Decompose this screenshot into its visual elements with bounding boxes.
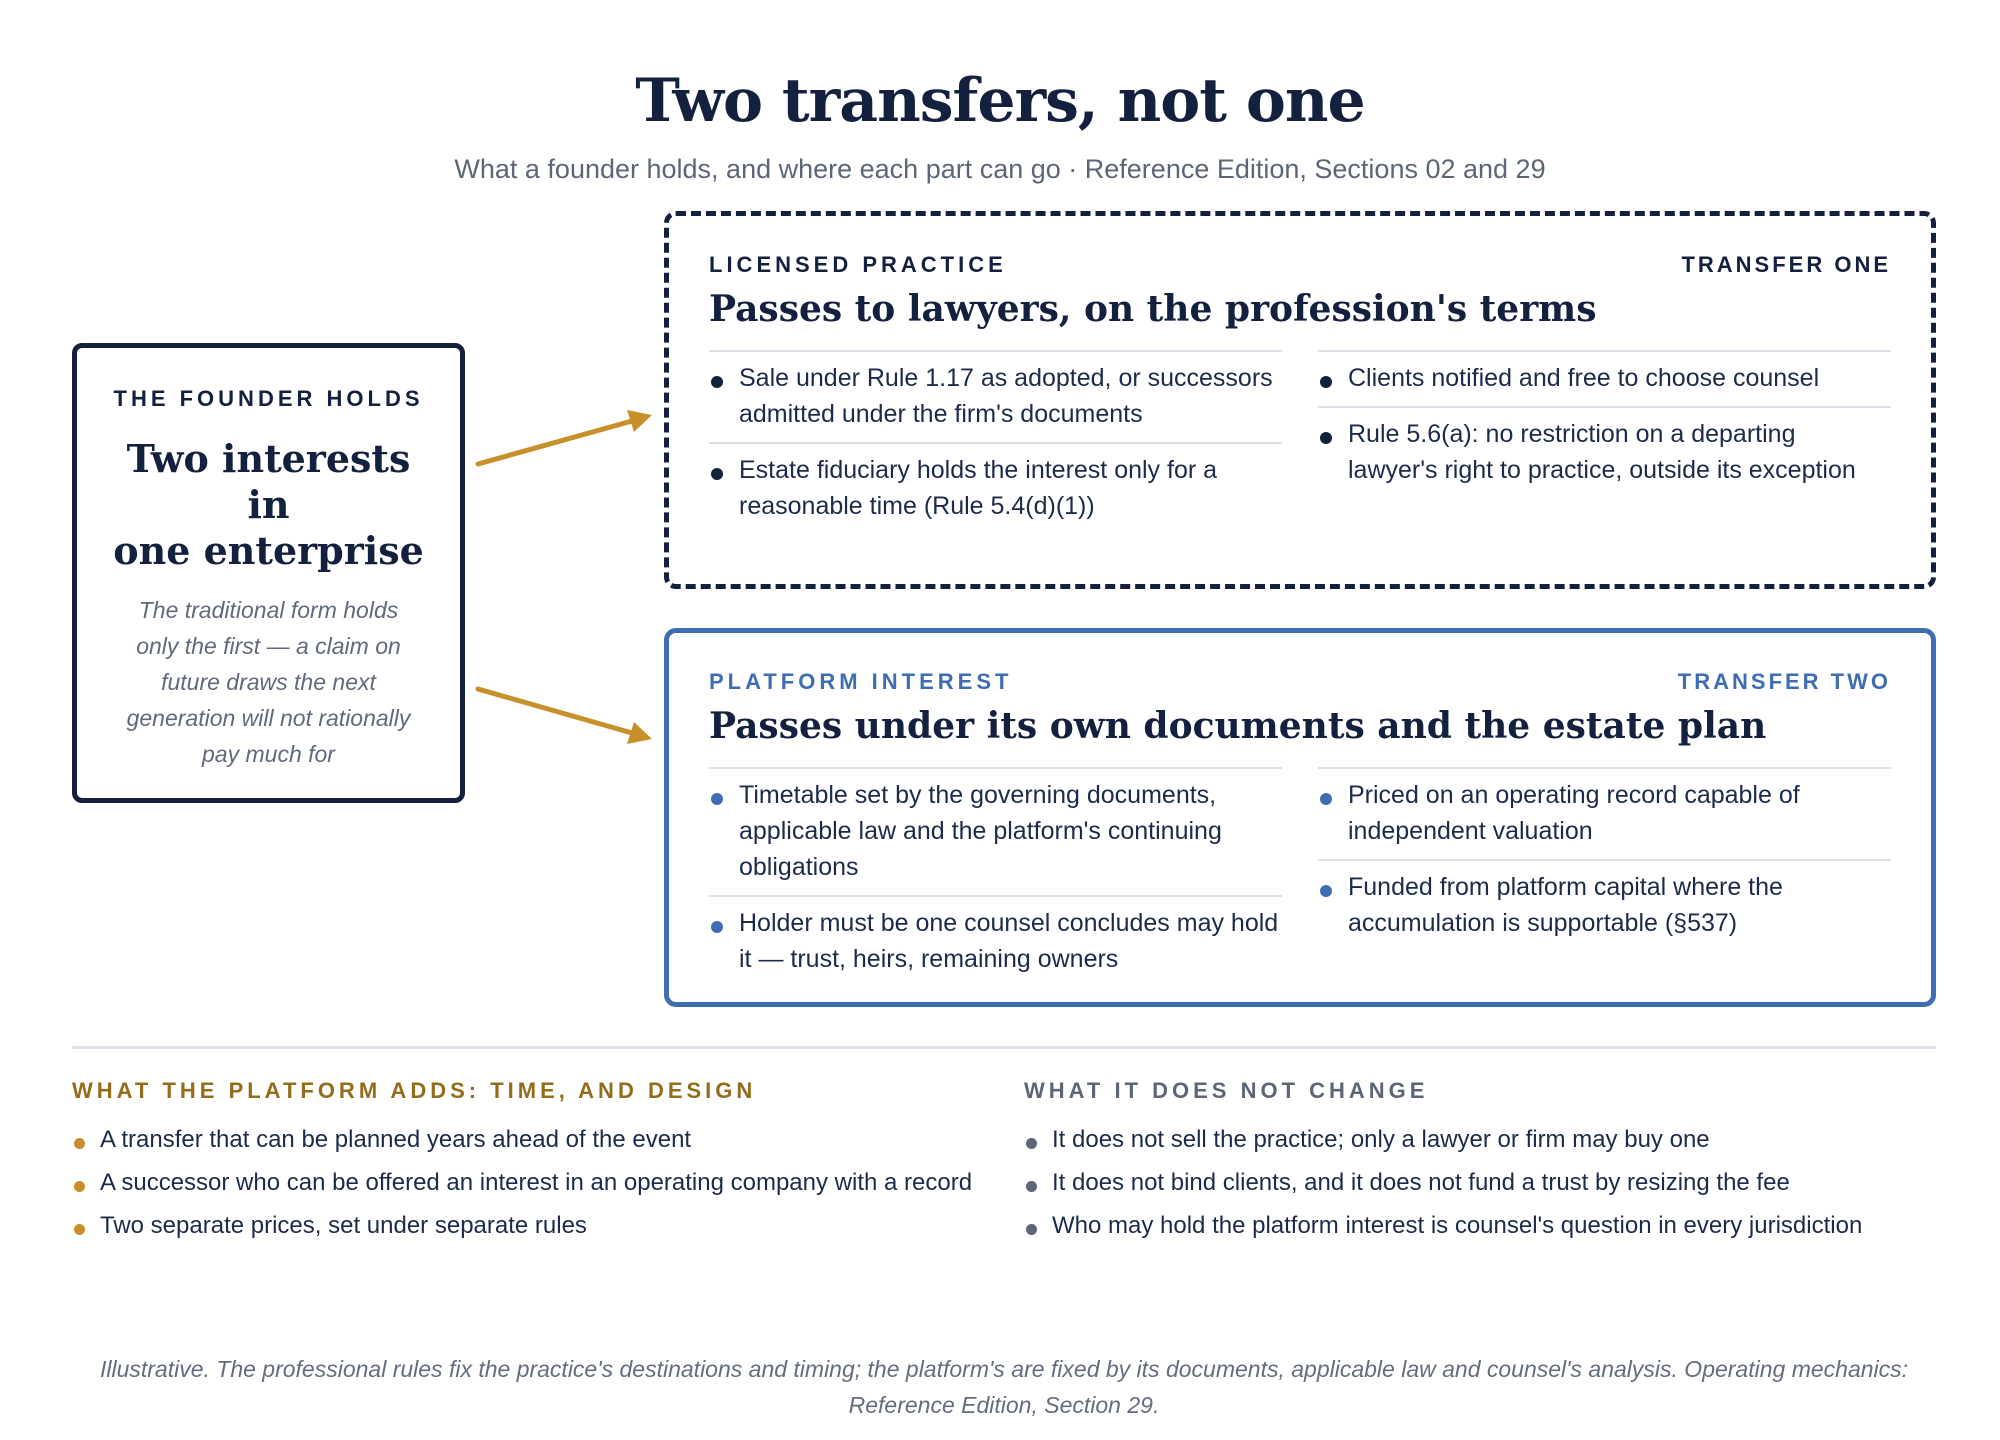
list-item xyxy=(1318,406,1891,498)
list-item xyxy=(709,895,1282,987)
footnote-line: Illustrative. The professional rules fix the practice's destinations and timing; the platform's are fixed by its documents, applicable law and counsel's analysis. Operating mechanics: xyxy=(99,1356,1909,1382)
transfer-one-right-list xyxy=(1318,350,1891,534)
list-item-text: Sale under Rule 1.17 as adopted, or successors admitted under the firm's documents xyxy=(739,364,1273,428)
list-item-text: Estate fiduciary holds the interest only for a reasonable time (Rule 5.4(d)(1)) xyxy=(739,456,1218,520)
founder-note-line: generation will not rationally xyxy=(126,705,411,731)
does-not-change-heading: WHAT IT DOES NOT CHANGE xyxy=(1024,1078,1429,1103)
bullet-dot-icon xyxy=(1320,793,1332,805)
founder-note-line: pay much for xyxy=(202,741,335,767)
list-item xyxy=(1024,1118,1936,1161)
list-item xyxy=(72,1204,1032,1247)
list-item xyxy=(72,1161,1032,1204)
list-item xyxy=(709,442,1282,534)
founder-heading-line-1: Two interests in xyxy=(126,436,411,527)
list-item-text: Timetable set by the governing documents, applicable law and the platform's continuing obligations xyxy=(739,781,1222,881)
transfer-one-eyebrow: LICENSED PRACTICE xyxy=(709,252,1007,277)
transfer-two-eyebrow: PLATFORM INTEREST xyxy=(709,669,1013,694)
list-item-text: Rule 5.6(a): no restriction on a departing lawyer's right to practice, outside its exception xyxy=(1348,420,1856,484)
list-item xyxy=(709,350,1282,442)
list-item xyxy=(1318,767,1891,859)
list-item xyxy=(72,1118,1032,1161)
transfer-two-right-list xyxy=(1318,767,1891,987)
founder-note-line: future draws the next xyxy=(161,669,376,695)
transfer-two-card xyxy=(664,628,1936,1007)
bullet-dot-icon xyxy=(1320,432,1332,444)
transfer-two-left-list xyxy=(709,767,1282,987)
transfer-two-heading: Passes under its own documents and the estate plan xyxy=(709,705,1767,747)
list-item-text: Priced on an operating record capable of independent valuation xyxy=(1348,781,1800,845)
transfer-one-left-list xyxy=(709,350,1282,534)
bullet-dot-icon xyxy=(1026,1138,1037,1149)
section-divider xyxy=(72,1046,1936,1049)
founder-card xyxy=(72,343,465,803)
list-item xyxy=(1318,350,1891,406)
transfer-one-tag: TRANSFER ONE xyxy=(1681,252,1891,277)
bullet-dot-icon xyxy=(1320,885,1332,897)
arrow-to-transfer-two xyxy=(478,689,652,744)
footnote-line: Reference Edition, Section 29. xyxy=(848,1392,1160,1418)
footnote xyxy=(80,1351,1928,1423)
list-item-text: Clients notified and free to choose counsel xyxy=(1348,364,1820,392)
bullet-dot-icon xyxy=(711,921,723,933)
bullet-dot-icon xyxy=(711,376,723,388)
founder-note-line: The traditional form holds xyxy=(138,597,399,623)
transfer-two-tag: TRANSFER TWO xyxy=(1677,669,1891,694)
list-item-text: Two separate prices, set under separate rules xyxy=(100,1212,587,1239)
list-item-text: Who may hold the platform interest is counsel's question in every jurisdiction xyxy=(1052,1212,1863,1239)
page-subtitle: What a founder holds, and where each part can go · Reference Edition, Sections 02 and 29 xyxy=(454,154,1546,184)
bullet-dot-icon xyxy=(711,468,723,480)
platform-adds-section xyxy=(72,1078,1032,1247)
bullet-dot-icon xyxy=(1026,1181,1037,1192)
does-not-change-section xyxy=(1024,1078,1936,1247)
founder-note xyxy=(107,592,430,772)
list-item xyxy=(1024,1204,1936,1247)
bullet-dot-icon xyxy=(711,793,723,805)
bullet-dot-icon xyxy=(74,1181,85,1192)
page-title: Two transfers, not one xyxy=(635,66,1365,136)
list-item xyxy=(1024,1161,1936,1204)
transfer-one-heading: Passes to lawyers, on the profession's terms xyxy=(709,288,1597,330)
list-item-text: It does not sell the practice; only a lawyer or firm may buy one xyxy=(1052,1126,1710,1153)
bullet-dot-icon xyxy=(74,1138,85,1149)
bullet-dot-icon xyxy=(1026,1224,1037,1235)
list-item xyxy=(1318,859,1891,951)
list-item-text: A successor who can be offered an interest in an operating company with a record xyxy=(100,1169,973,1196)
list-item-text: A transfer that can be planned years ahead of the event xyxy=(100,1126,692,1153)
founder-heading-line-2: one enterprise xyxy=(113,528,424,573)
list-item-text: Funded from platform capital where the accumulation is supportable (§537) xyxy=(1348,873,1783,937)
transfer-one-card xyxy=(664,211,1936,589)
bullet-dot-icon xyxy=(74,1224,85,1235)
founder-note-line: only the first — a claim on xyxy=(136,633,401,659)
bullet-dot-icon xyxy=(1320,376,1332,388)
founder-heading xyxy=(107,436,430,574)
founder-eyebrow: THE FOUNDER HOLDS xyxy=(113,386,424,411)
arrow-to-transfer-one xyxy=(478,410,652,464)
list-item xyxy=(709,767,1282,895)
list-item-text: Holder must be one counsel concludes may hold it — trust, heirs, remaining owners xyxy=(739,909,1279,973)
platform-adds-heading: WHAT THE PLATFORM ADDS: TIME, AND DESIGN xyxy=(72,1078,757,1103)
list-item-text: It does not bind clients, and it does not fund a trust by resizing the fee xyxy=(1052,1169,1790,1196)
